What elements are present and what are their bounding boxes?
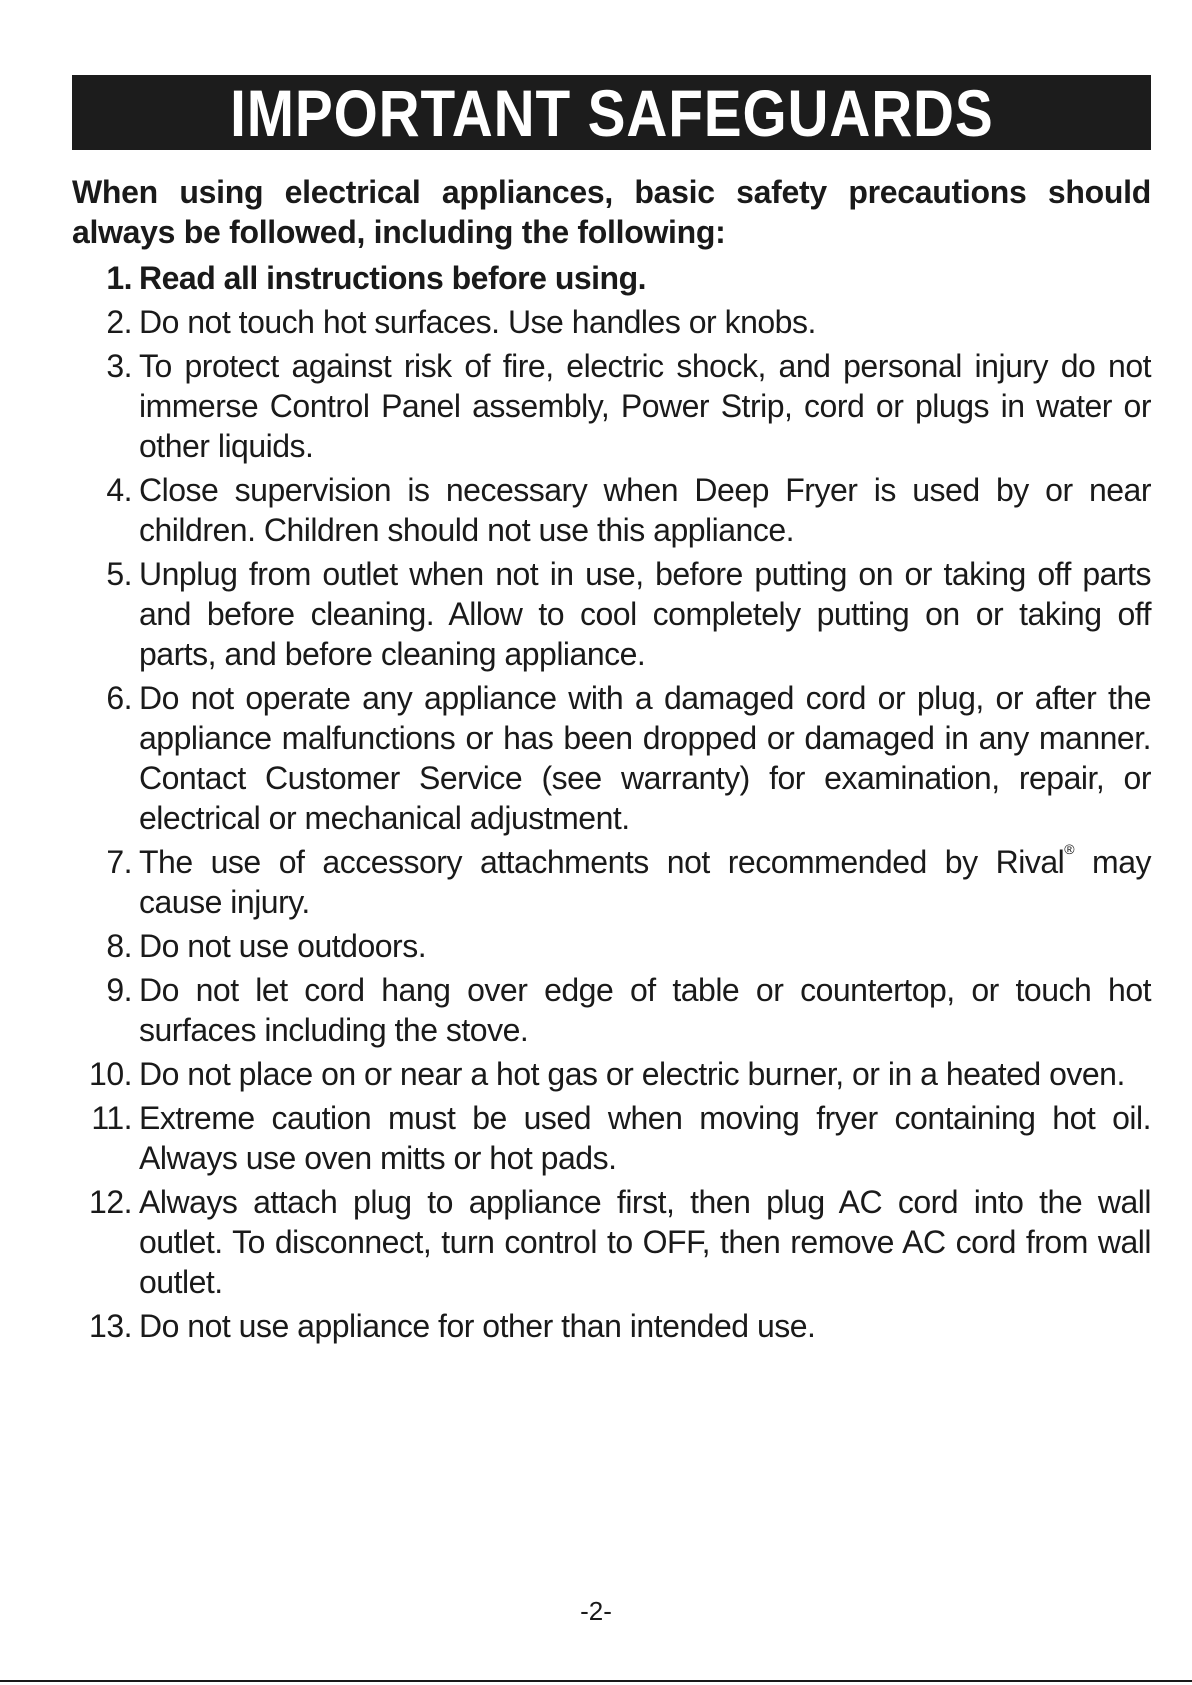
item-text: Do not use outdoors. — [139, 928, 427, 964]
registered-mark: ® — [1064, 841, 1075, 857]
item-text: Unplug from outlet when not in use, before putting on or taking off parts and before cleaning. Allow to cool completely putting on or taking off parts, and before cleaning appliance. — [139, 556, 1151, 672]
item-number: 3. — [106, 348, 132, 384]
title-banner — [72, 75, 1151, 150]
item-number: 2. — [106, 304, 132, 340]
item-number: 7. — [106, 844, 132, 880]
item-number: 12. — [89, 1184, 132, 1220]
item-number: 6. — [106, 680, 132, 716]
item-text — [132, 842, 1151, 922]
item-text: Extreme caution must be used when moving fryer containing hot oil. Always use oven mitts or hot pads. — [139, 1100, 1151, 1176]
item-number: 9. — [106, 972, 132, 1008]
item-text: Do not use appliance for other than intended use. — [139, 1308, 816, 1344]
item-text: Always attach plug to appliance first, then plug AC cord into the wall outlet. To disconnect, turn control to OFF, then remove AC cord from wall outlet. — [139, 1184, 1151, 1300]
list-item — [72, 1306, 1151, 1346]
list-item — [72, 470, 1151, 550]
page-number: -2- — [580, 1596, 612, 1626]
list-item — [72, 926, 1151, 966]
intro-paragraph: When using electrical appliances, basic safety precautions should always be followed, including the following: — [72, 174, 1151, 250]
item-text: Close supervision is necessary when Deep Fryer is used by or near children. Children should not use this appliance. — [139, 472, 1151, 548]
item-text: Read all instructions before using. — [139, 260, 647, 296]
list-item — [72, 842, 1151, 922]
item-text: Do not place on or near a hot gas or electric burner, or in a heated oven. — [139, 1056, 1125, 1092]
list-item — [72, 554, 1151, 674]
item-text: To protect against risk of fire, electric shock, and personal injury do not immerse Control Panel assembly, Power Strip, cord or plugs in water or other liquids. — [139, 348, 1151, 464]
page-title: IMPORTANT SAFEGUARDS — [229, 75, 994, 150]
list-item — [72, 1098, 1151, 1178]
item-number: 4. — [106, 472, 132, 508]
item-number: 5. — [106, 556, 132, 592]
bottom-divider — [0, 1680, 1192, 1682]
list-item — [72, 970, 1151, 1050]
safeguards-page — [72, 75, 1151, 1350]
item-number: 8. — [106, 928, 132, 964]
item-number: 13. — [89, 1308, 132, 1344]
item-text: Do not operate any appliance with a damaged cord or plug, or after the appliance malfunctions or has been dropped or damaged in any manner. Contact Customer Service (see warranty) for examination, repair, or electrical or mechanical adjustment. — [139, 680, 1151, 836]
list-item — [72, 346, 1151, 466]
list-item — [72, 678, 1151, 838]
item-number: 10. — [89, 1056, 132, 1092]
item-text: Do not let cord hang over edge of table or countertop, or touch hot surfaces including the stove. — [139, 972, 1151, 1048]
item-number: 11. — [91, 1100, 132, 1136]
list-item — [72, 302, 1151, 342]
item-text-part: The use of accessory attachments not recommended by Rival — [139, 844, 1065, 880]
item-text: Do not touch hot surfaces. Use handles or knobs. — [139, 304, 816, 340]
list-item — [72, 1054, 1151, 1094]
safeguards-list — [72, 258, 1151, 1346]
list-item — [72, 258, 1151, 298]
list-item — [72, 1182, 1151, 1302]
item-text-part: may cause injury. — [139, 844, 1152, 920]
item-number: 1. — [106, 260, 132, 296]
